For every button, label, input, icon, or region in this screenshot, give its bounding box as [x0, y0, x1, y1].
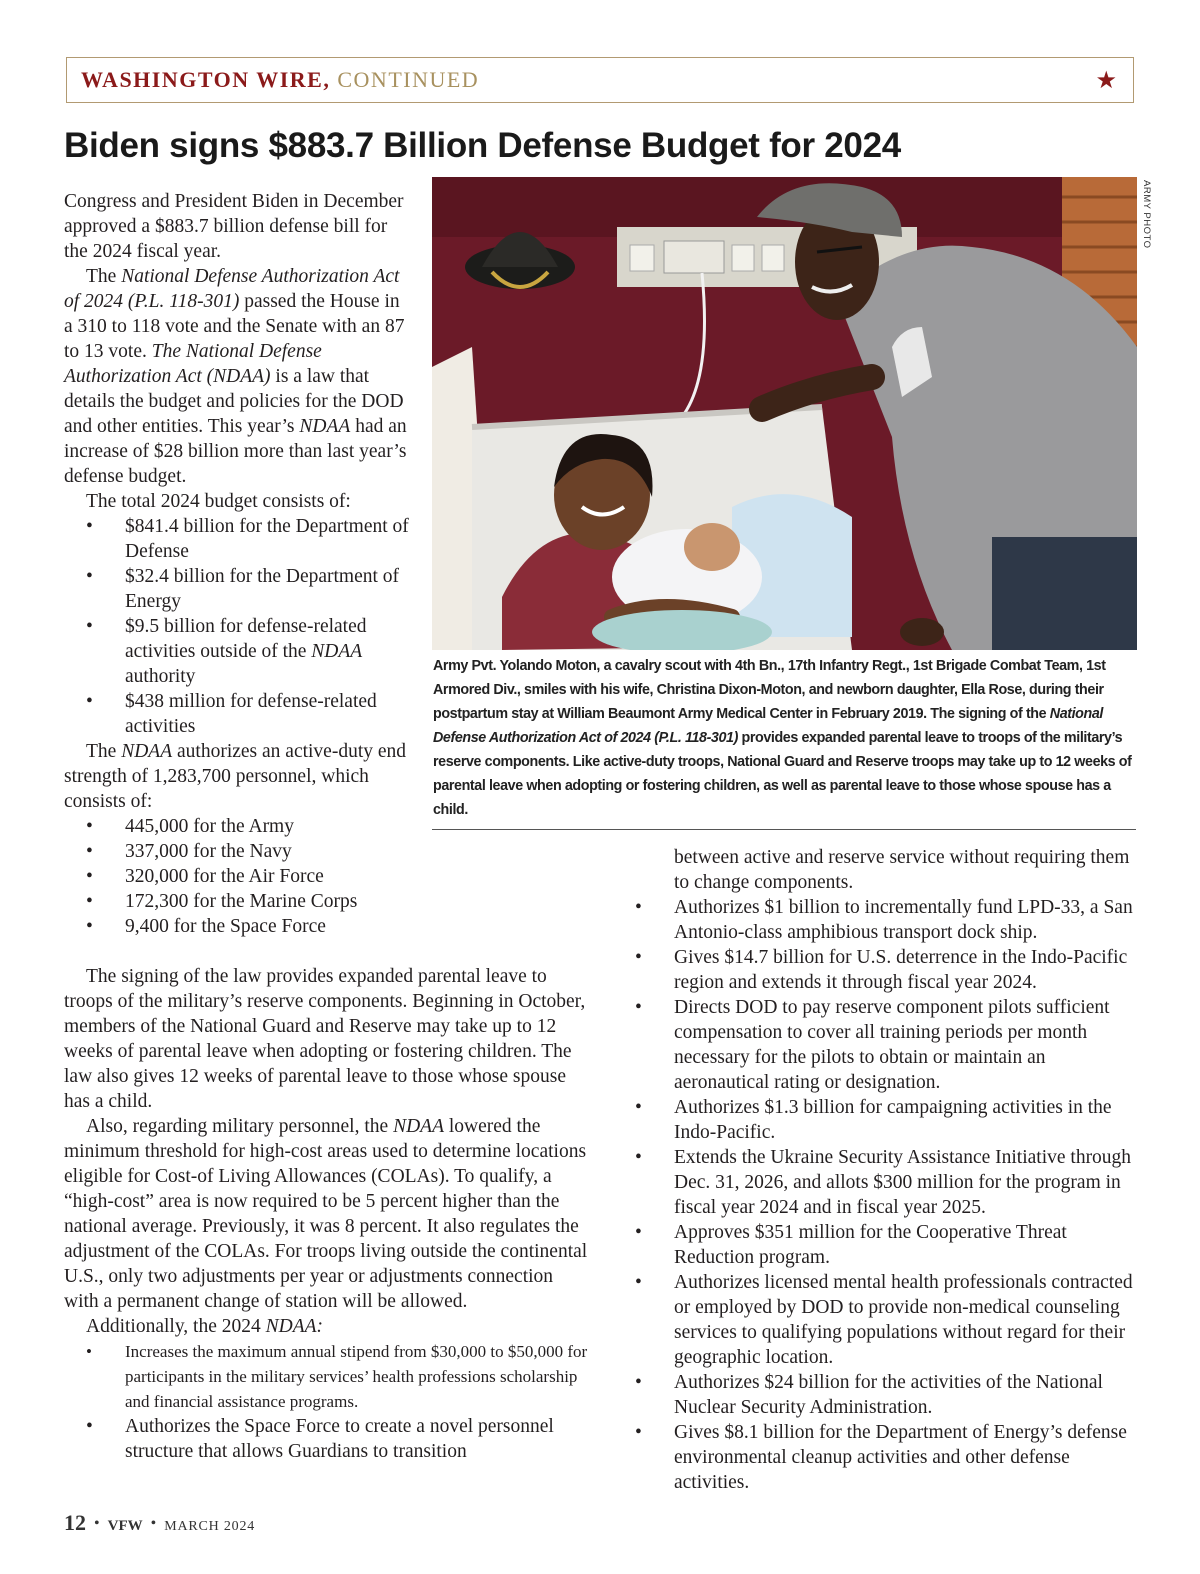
- page-number: 12: [64, 1510, 86, 1535]
- list-item: • Authorizes $1 billion to incrementally fund LPD-33, a San Antonio-class amphibious transport dock ship.: [610, 895, 1138, 945]
- text: $9.5 billion for defense-related activities outside of the: [125, 616, 367, 662]
- left-column-bottom: [64, 964, 592, 1464]
- list-item: • Authorizes $1.3 billion for campaigning activities in the Indo-Pacific.: [610, 1095, 1138, 1145]
- list-item: • Approves $351 million for the Cooperative Threat Reduction program.: [610, 1220, 1138, 1270]
- list-item-continued: between active and reserve service without requiring them to change components.: [674, 847, 1130, 893]
- text: Additionally, the 2024: [86, 1316, 266, 1337]
- list-item: • $841.4 billion for the Department of Defense: [64, 514, 409, 564]
- caption-act-title: National Defense Authorization Act of 2024 (P.L. 118-301): [433, 706, 1103, 746]
- text: Also, regarding military personnel, the: [86, 1116, 394, 1137]
- text: had an increase of $28 billion more than last year’s defense budget.: [64, 416, 407, 487]
- list-item: • 445,000 for the Army: [64, 814, 409, 839]
- caption-text: Army Pvt. Yolando Moton, a cavalry scout with 4th Bn., 17th Infantry Regt., 1st Brigade Combat Team, 1st Armored Div., smiles with his wife, Christina Dixon-Moton, and newborn daughter, Ella Rose, during their postpartum stay at William Beaumont Army Medical Center in February 2019. The signing of the: [433, 658, 1106, 722]
- right-column: [610, 845, 1138, 1495]
- article-headline: Biden signs $883.7 Billion Defense Budget for 2024: [64, 126, 901, 165]
- paragraph-parental-leave: The signing of the law provides expanded parental leave to troops of the military’s reserve components. Beginning in October, members of the National Guard and Reserve may take up to 12 weeks of parental leave when adopting or fostering children. The law also gives 12 weeks of parental leave to those whose spouse has a child.: [64, 966, 586, 1112]
- list-item: • Authorizes licensed mental health professionals contracted or employed by DOD to provide non-medical counseling services to qualifying populations without regard for their geographic location.: [610, 1270, 1138, 1370]
- text: The: [86, 266, 122, 287]
- text: authority: [125, 666, 196, 687]
- act-title: National Defense Authorization Act of 2024 (P.L. 118-301): [64, 266, 400, 312]
- paragraph-cola: [64, 1114, 592, 1314]
- list-item: • 337,000 for the Navy: [64, 839, 409, 864]
- list-item: • Extends the Ukraine Security Assistance Initiative through Dec. 31, 2026, and allots $300 million for the program in fiscal year 2024 and in fiscal year 2025.: [610, 1145, 1138, 1220]
- photo-caption: [433, 654, 1135, 822]
- list-item: • 172,300 for the Marine Corps: [64, 889, 409, 914]
- paragraph-intro: Congress and President Biden in December approved a $883.7 billion defense bill for the 2024 fiscal year.: [64, 191, 404, 262]
- budget-list: [64, 514, 409, 739]
- photo-illustration: [432, 177, 1137, 650]
- additional-list-left: [64, 1339, 592, 1464]
- section-header: [66, 57, 1134, 103]
- ndaa-abbrev: NDAA:: [265, 1316, 324, 1337]
- list-item: • Gives $14.7 billion for U.S. deterrence in the Indo-Pacific region and extends it through fiscal year 2024.: [610, 945, 1138, 995]
- ndaa-abbrev: NDAA: [299, 416, 351, 437]
- magazine-name: VFW: [107, 1518, 143, 1534]
- ndaa-abbrev: NDAA: [121, 741, 173, 762]
- list-item: • 9,400 for the Space Force: [64, 914, 409, 939]
- ndaa-abbrev: NDAA: [393, 1116, 444, 1137]
- list-item: • 320,000 for the Air Force: [64, 864, 409, 889]
- section-comma: ,: [323, 67, 331, 92]
- text: authorizes an active-duty end strength of 1,283,700 personnel, which consists of:: [64, 741, 407, 812]
- personnel-list: [64, 814, 409, 939]
- paragraph-budget-intro: The total 2024 budget consists of:: [86, 491, 351, 512]
- paragraph-personnel-intro: [64, 739, 409, 814]
- paragraph-vote: [64, 264, 409, 489]
- text: is a law that details the budget and policies for the DOD and other entities. This year’s: [64, 366, 404, 437]
- list-item: • Authorizes $24 billion for the activities of the National Nuclear Security Administration.: [610, 1370, 1138, 1420]
- additional-list-right: [610, 895, 1138, 1495]
- ndaa-abbrev: NDAA: [311, 641, 363, 662]
- list-item: • Increases the maximum annual stipend from $30,000 to $50,000 for participants in the military services’ health professions scholarship and financial assistance programs.: [64, 1339, 592, 1414]
- caption-divider: [432, 829, 1136, 830]
- text: passed the House in a 310 to 118 vote and the Senate with an 87 to 13 vote.: [64, 291, 405, 362]
- paragraph-additionally: [64, 1314, 592, 1339]
- separator: •: [94, 1515, 100, 1532]
- list-item: [64, 614, 409, 689]
- page-footer: [64, 1510, 255, 1536]
- issue-date: MARCH 2024: [164, 1519, 256, 1534]
- left-column-top: [64, 189, 409, 939]
- text: lowered the minimum threshold for high-cost areas used to determine locations eligible for Cost-of Living Allowances (COLAs). To qualify, a “high-cost” area is now required to be 5 percent higher than the national average. Previously, it was 8 percent. It also regulates the adjustment of the COLAs. For troops living outside the continental U.S., only two adjustments per year or adjustments connection with a permanent change of station will be allowed.: [64, 1116, 588, 1312]
- hospital-photo: [432, 177, 1137, 650]
- list-item: • $438 million for defense-related activities: [64, 689, 409, 739]
- section-title: [81, 67, 479, 93]
- caption-text: provides expanded parental leave to troops of the military’s reserve components. Like active-duty troops, National Guard and Reserve troops may take up to 12 weeks of parental leave when adopting or fostering children, as well as parental leave to those whose spouse has a child.: [433, 730, 1132, 818]
- list-item: • Gives $8.1 billion for the Department of Energy’s defense environmental cleanup activities and other defense activities.: [610, 1420, 1138, 1495]
- section-continued: CONTINUED: [337, 67, 480, 92]
- separator: •: [150, 1515, 157, 1532]
- text: The: [86, 741, 122, 762]
- list-item: • $32.4 billion for the Department of Energy: [64, 564, 409, 614]
- list-item: • Directs DOD to pay reserve component pilots sufficient compensation to cover all training periods per month necessary for the pilots to obtain or maintain an aeronautical rating or designation.: [610, 995, 1138, 1095]
- list-item: • Authorizes the Space Force to create a novel personnel structure that allows Guardians to transition: [64, 1414, 592, 1464]
- ndaa-full-title: The National Defense Authorization Act (NDAA): [64, 341, 322, 387]
- photo-credit: ARMY PHOTO: [1141, 180, 1152, 249]
- star-icon: ★: [1095, 68, 1117, 94]
- section-name: WASHINGTON WIRE: [81, 67, 324, 92]
